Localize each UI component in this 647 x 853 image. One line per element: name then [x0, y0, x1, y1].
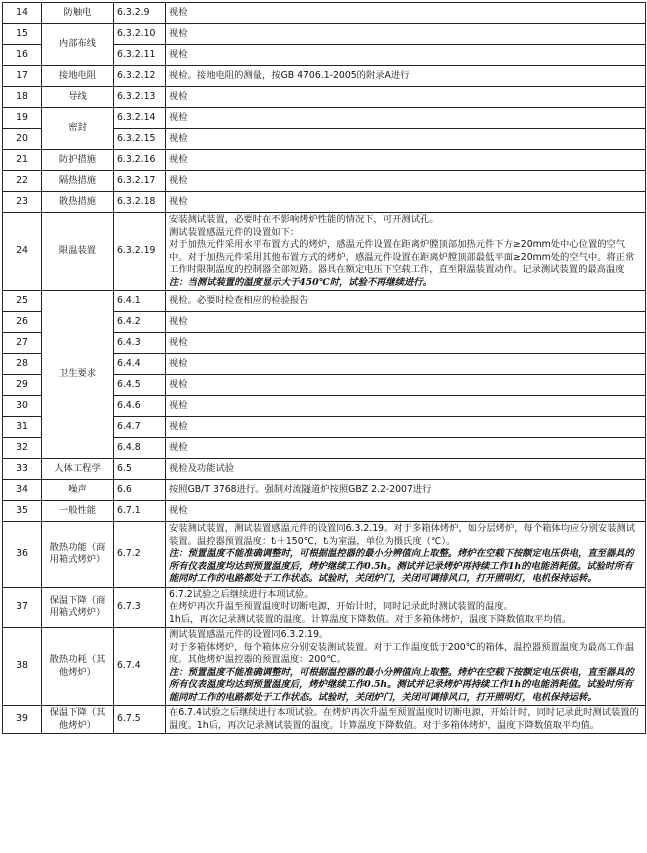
clause-number: 6.3.2.9 [114, 3, 166, 24]
requirement-text: 在6.7.4试验之后继续进行本项试验。在烤炉再次升温至预置温度时切断电源，开始计时，同时记录此时测试装置的温度。1h后，再次记录测试装置的温度。计算温度下降数值。对于多箱体烤炉，温度下降数值取平均值。 [169, 707, 639, 731]
requirement-text: 安装测试装置，测试装置感温元件的设置同6.3.2.19。对于多箱体烤炉，如分层烤炉，每个箱体均应分别安装测试装置。温控器预置温度：tᵢ＋150℃，tᵢ为室温，单位为摄氏度（℃）。 [169, 523, 636, 547]
requirement-text: 视检 [169, 132, 188, 144]
item-name: 导线 [42, 87, 114, 108]
item-name: 噪声 [42, 480, 114, 501]
requirement-text: 视检 [169, 378, 188, 390]
test-requirement [166, 480, 646, 501]
clause-number: 6.4.3 [114, 333, 166, 354]
test-requirement [166, 108, 646, 129]
row-number: 31 [3, 417, 42, 438]
table-row [3, 501, 646, 522]
requirement-text: 1h后，再次记录测试装置的温度。计算温度下降数值。对于多箱体烤炉，温度下降数值取平均值。 [169, 613, 572, 625]
row-number: 36 [3, 522, 42, 588]
requirement-text: 视检 [169, 90, 188, 102]
requirement-text: 视检 [169, 441, 188, 453]
clause-number: 6.3.2.12 [114, 66, 166, 87]
row-number: 33 [3, 459, 42, 480]
test-requirement [166, 459, 646, 480]
test-requirement [166, 417, 646, 438]
requirement-text: 对于加热元件采用水平布置方式的烤炉，感温元件设置在距离炉膛顶部加热元件下方≥20mm处中心位置的空气中。对于加热元件采用其他布置方式的烤炉，感温元件设置在距离炉膛顶部最低平面≥20mm处的空气中。将正常工作时限制温度的控制器全部短路。器具在额定电压下空载工作，直至限温装置动作。记录测试装置的最高温度 [169, 239, 635, 275]
item-name: 散热功耗（其他烤炉） [42, 628, 114, 706]
test-requirement [166, 192, 646, 213]
clause-number: 6.4.1 [114, 291, 166, 312]
clause-number: 6.3.2.14 [114, 108, 166, 129]
row-number: 39 [3, 706, 42, 734]
row-number: 19 [3, 108, 42, 129]
table-row [3, 3, 646, 24]
row-number: 15 [3, 24, 42, 45]
clause-number: 6.4.8 [114, 438, 166, 459]
row-number: 25 [3, 291, 42, 312]
test-requirement [166, 66, 646, 87]
test-requirement [166, 354, 646, 375]
item-name: 防触电 [42, 3, 114, 24]
requirement-text: 视检 [169, 195, 188, 207]
test-requirement [166, 706, 646, 734]
test-requirement [166, 396, 646, 417]
test-requirement [166, 171, 646, 192]
clause-number: 6.3.2.15 [114, 129, 166, 150]
item-name: 隔热措施 [42, 171, 114, 192]
test-requirement [166, 312, 646, 333]
test-requirement [166, 24, 646, 45]
clause-number: 6.4.2 [114, 312, 166, 333]
requirement-text: 视检 [169, 357, 188, 369]
row-number: 14 [3, 3, 42, 24]
clause-number: 6.3.2.17 [114, 171, 166, 192]
requirement-note: 注：预置温度不能准确调整时，可根据温控器的最小分辨值向上取整。烤炉在空载下按额定电压供电，直至器具的所有仪表温度均达到预置温度后，烤炉继续工作0.5h。测试并记录烤炉再持续工作1h的电能消耗值。试验时所有能同时工作的电路都处于工作状态。试验时，关闭炉门，关闭可调排风口，打开照明灯，电机保持运转。 [169, 666, 634, 703]
clause-number: 6.4.4 [114, 354, 166, 375]
requirement-note: 注：预置温度不能准确调整时，可根据温控器的最小分辨值向上取整。烤炉在空载下按额定电压供电，直至器具的所有仪表温度均达到预置温度后，烤炉继续工作0.5h。测试并记录烤炉再持续工作1h的电能消耗值。试验时所有能同时工作的电路都处于工作状态。试验时，关闭炉门，关闭可调排风口，打开照明灯，电机保持运转。 [169, 548, 634, 584]
requirement-text: 在烤炉再次升温至预置温度时切断电源，开始计时，同时记录此时测试装置的温度。 [169, 601, 513, 612]
row-number: 29 [3, 375, 42, 396]
row-number: 28 [3, 354, 42, 375]
row-number: 26 [3, 312, 42, 333]
clause-number: 6.7.2 [114, 522, 166, 588]
requirement-text: 测试装置感温元件的设置同6.3.2.19。 [169, 629, 329, 640]
requirement-text: 对于多箱体烤炉，每个箱体应分别安装测试装置。对于工作温度低于200℃的箱体，温控器预置温度为最高工作温度。其他烤炉温控器的预置温度：200℃。 [169, 641, 635, 665]
row-number: 37 [3, 587, 42, 628]
row-number: 32 [3, 438, 42, 459]
requirement-text: 安装测试装置，必要时在不影响烤炉性能的情况下，可开测试孔。 [169, 214, 439, 225]
test-requirement [166, 291, 646, 312]
item-name: 保温下降（商用箱式烤炉） [42, 587, 114, 628]
clause-number: 6.7.5 [114, 706, 166, 734]
clause-number: 6.4.5 [114, 375, 166, 396]
item-name: 防护措施 [42, 150, 114, 171]
requirement-text: 视检 [169, 153, 188, 165]
row-number: 27 [3, 333, 42, 354]
table-row [3, 66, 646, 87]
row-number: 24 [3, 213, 42, 291]
row-number: 34 [3, 480, 42, 501]
item-name: 保温下降（其他烤炉） [42, 706, 114, 734]
test-requirement [166, 438, 646, 459]
requirement-text: 视检 [169, 111, 188, 123]
table-row [3, 587, 646, 628]
table-row [3, 108, 646, 129]
item-name: 限温装置 [42, 213, 114, 291]
test-requirement [166, 522, 646, 588]
item-name: 内部布线 [42, 24, 114, 66]
table-row [3, 522, 646, 588]
requirement-text: 视检 [169, 399, 188, 411]
item-name: 卫生要求 [42, 291, 114, 459]
requirement-text: 视检 [169, 48, 188, 60]
table-row [3, 192, 646, 213]
table-row [3, 291, 646, 312]
item-name: 密封 [42, 108, 114, 150]
requirement-note: 注：当测试装置的温度显示大于450℃时，试验不再继续进行。 [169, 276, 432, 288]
requirement-text: 视检。必要时检查相应的检验报告 [169, 294, 309, 306]
table-row [3, 213, 646, 291]
test-requirement [166, 375, 646, 396]
requirement-text: 视检 [169, 315, 188, 327]
requirement-text: 视检 [169, 174, 188, 186]
table-row [3, 706, 646, 734]
table-row [3, 628, 646, 706]
clause-number: 6.5 [114, 459, 166, 480]
requirement-text: 视检 [169, 27, 188, 39]
test-requirement [166, 587, 646, 628]
requirement-text: 视检及功能试验 [169, 462, 235, 474]
requirement-text: 视检 [169, 504, 188, 516]
table-row [3, 24, 646, 45]
row-number: 16 [3, 45, 42, 66]
row-number: 21 [3, 150, 42, 171]
requirement-text: 视检 [169, 420, 188, 432]
requirement-text: 视检 [169, 336, 188, 348]
clause-number: 6.4.6 [114, 396, 166, 417]
item-name: 人体工程学 [42, 459, 114, 480]
test-requirement [166, 129, 646, 150]
test-requirement [166, 213, 646, 291]
test-requirement [166, 150, 646, 171]
row-number: 38 [3, 628, 42, 706]
clause-number: 6.7.3 [114, 587, 166, 628]
row-number: 35 [3, 501, 42, 522]
test-method-table [2, 2, 646, 734]
row-number: 18 [3, 87, 42, 108]
test-requirement [166, 3, 646, 24]
test-requirement [166, 501, 646, 522]
row-number: 20 [3, 129, 42, 150]
clause-number: 6.3.2.11 [114, 45, 166, 66]
test-requirement [166, 333, 646, 354]
clause-number: 6.6 [114, 480, 166, 501]
requirement-text: 按照GB/T 3768进行。强制对流隧道炉按照GBZ 2.2-2007进行 [169, 483, 432, 495]
row-number: 30 [3, 396, 42, 417]
clause-number: 6.3.2.18 [114, 192, 166, 213]
table-row [3, 171, 646, 192]
test-requirement [166, 45, 646, 66]
row-number: 17 [3, 66, 42, 87]
item-name: 一般性能 [42, 501, 114, 522]
row-number: 23 [3, 192, 42, 213]
clause-number: 6.7.1 [114, 501, 166, 522]
clause-number: 6.3.2.16 [114, 150, 166, 171]
table-row [3, 150, 646, 171]
item-name: 散热措施 [42, 192, 114, 213]
table-row [3, 87, 646, 108]
requirement-text: 视检。接地电阻的测量，按GB 4706.1-2005的附录A进行 [169, 69, 410, 81]
clause-number: 6.7.4 [114, 628, 166, 706]
table-row [3, 459, 646, 480]
row-number: 22 [3, 171, 42, 192]
table-row [3, 480, 646, 501]
clause-number: 6.3.2.10 [114, 24, 166, 45]
clause-number: 6.4.7 [114, 417, 166, 438]
test-requirement [166, 87, 646, 108]
requirement-text: 视检 [169, 6, 188, 18]
clause-number: 6.3.2.19 [114, 213, 166, 291]
requirement-text: 6.7.2试验之后继续进行本项试验。 [169, 588, 314, 600]
requirement-text: 测试装置感温元件的设置如下： [169, 226, 300, 238]
test-requirement [166, 628, 646, 706]
clause-number: 6.3.2.13 [114, 87, 166, 108]
item-name: 接地电阻 [42, 66, 114, 87]
item-name: 散热功能（商用箱式烤炉） [42, 522, 114, 588]
